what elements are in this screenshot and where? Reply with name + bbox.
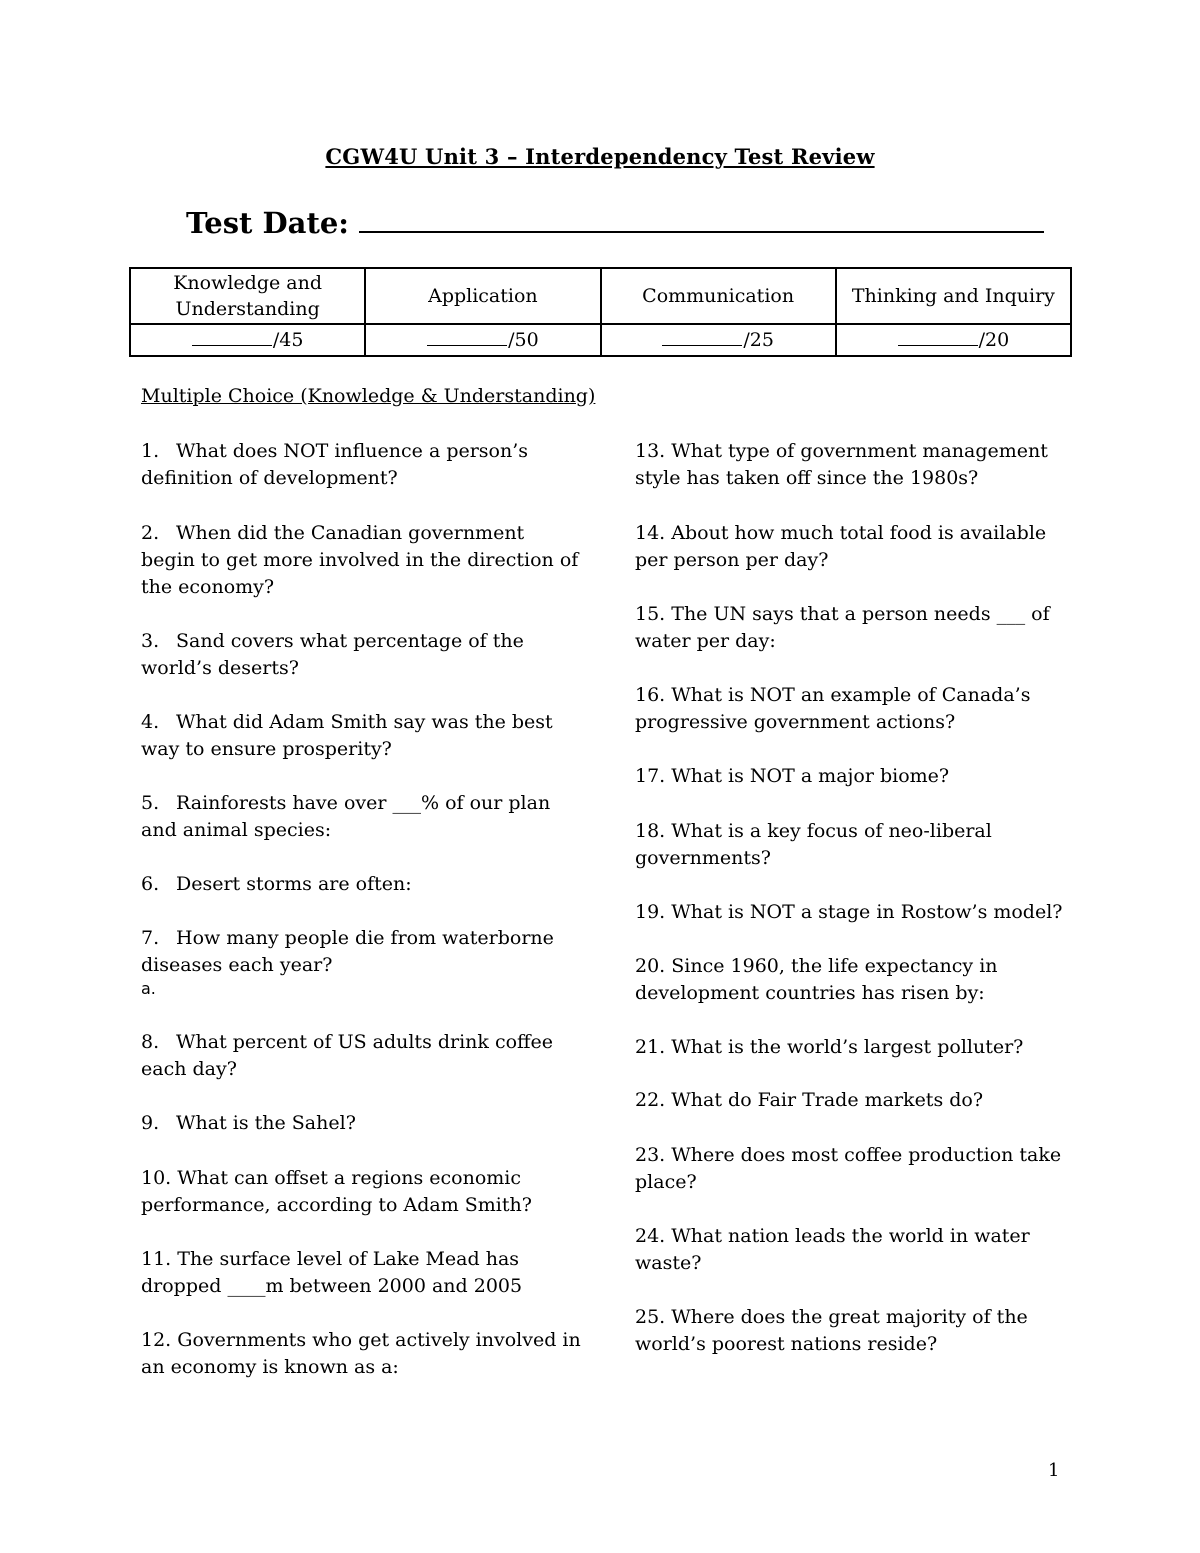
question-24 xyxy=(635,1223,1065,1277)
question-number: 25. xyxy=(635,1306,666,1328)
question-19 xyxy=(635,899,1065,926)
question-8 xyxy=(141,1029,581,1083)
score-total: /45 xyxy=(272,329,304,351)
marks-table xyxy=(129,267,1072,357)
question-text: What is the world’s largest polluter? xyxy=(671,1036,1024,1058)
question-number: 5. xyxy=(141,792,160,814)
question-15 xyxy=(635,601,1065,655)
question-17 xyxy=(635,763,1065,790)
question-16 xyxy=(635,682,1065,736)
questions-right-column xyxy=(635,438,1065,1358)
question-text: What does NOT influence a person’s definition of development? xyxy=(141,440,529,489)
question-number: 21. xyxy=(635,1036,666,1058)
question-22 xyxy=(635,1087,1065,1114)
question-10 xyxy=(141,1165,581,1219)
question-number: 10. xyxy=(141,1167,172,1189)
marks-score-thinking xyxy=(836,324,1071,356)
question-number: 24. xyxy=(635,1225,666,1247)
question-number: 16. xyxy=(635,684,666,706)
question-13 xyxy=(635,438,1065,492)
question-text: What is NOT an example of Canada’s progressive government actions? xyxy=(635,684,1031,733)
question-text: What is a key focus of neo-liberal governments? xyxy=(635,820,992,869)
marks-table-score-row xyxy=(130,324,1071,356)
test-date-line xyxy=(186,203,1044,240)
score-blank xyxy=(662,326,742,346)
question-9 xyxy=(141,1110,581,1137)
section-heading: Multiple Choice (Knowledge & Understanding) xyxy=(141,385,596,407)
marks-score-application xyxy=(365,324,600,356)
question-text: Where does most coffee production take place? xyxy=(635,1144,1062,1193)
marks-score-communication xyxy=(601,324,836,356)
marks-score-knowledge xyxy=(130,324,365,356)
score-total: /20 xyxy=(978,329,1010,351)
question-number: 6. xyxy=(141,873,160,895)
question-text: About how much total food is available per person per day? xyxy=(635,522,1047,571)
marks-table-header-row xyxy=(130,268,1071,324)
score-blank xyxy=(192,326,272,346)
question-text: Desert storms are often: xyxy=(176,873,412,895)
question-number: 19. xyxy=(635,901,666,923)
question-number: 8. xyxy=(141,1031,160,1053)
score-total: /50 xyxy=(508,329,539,351)
score-blank xyxy=(427,326,507,346)
question-20 xyxy=(635,953,1065,1007)
question-number: 14. xyxy=(635,522,666,544)
question-7-option-a: a. xyxy=(141,979,156,998)
question-number: 7. xyxy=(141,927,160,949)
question-text: The surface level of Lake Mead has dropped ____m between 2000 and 2005 xyxy=(141,1248,523,1297)
question-text: Governments who get actively involved in an economy is known as a: xyxy=(141,1329,581,1378)
question-text: When did the Canadian government begin to get more involved in the direction of the economy? xyxy=(141,522,579,598)
question-2 xyxy=(141,520,581,601)
question-text: What nation leads the world in water waste? xyxy=(635,1225,1030,1274)
question-text: What percent of US adults drink coffee each day? xyxy=(141,1031,554,1080)
question-text: What did Adam Smith say was the best way to ensure prosperity? xyxy=(141,711,553,760)
question-text: What is NOT a stage in Rostow’s model? xyxy=(671,901,1063,923)
question-number: 3. xyxy=(141,630,160,652)
question-12 xyxy=(141,1327,581,1381)
question-text: Sand covers what percentage of the world’s deserts? xyxy=(141,630,524,679)
question-text: Rainforests have over ___% of our plan and animal species: xyxy=(141,792,551,841)
question-number: 13. xyxy=(635,440,666,462)
question-text: How many people die from waterborne diseases each year? xyxy=(141,927,554,976)
marks-category-communication: Communication xyxy=(601,268,836,324)
question-number: 9. xyxy=(141,1112,160,1134)
question-number: 23. xyxy=(635,1144,666,1166)
question-number: 15. xyxy=(635,603,666,625)
question-number: 11. xyxy=(141,1248,172,1270)
page-title: CGW4U Unit 3 – Interdependency Test Review xyxy=(325,144,875,169)
question-text: What can offset a regions economic performance, according to Adam Smith? xyxy=(141,1167,532,1216)
question-21 xyxy=(635,1034,1065,1061)
question-number: 12. xyxy=(141,1329,172,1351)
question-text: What is NOT a major biome? xyxy=(671,765,950,787)
question-text: Since 1960, the life expectancy in development countries has risen by: xyxy=(635,955,998,1004)
question-7 xyxy=(141,925,581,979)
question-number: 18. xyxy=(635,820,666,842)
question-number: 4. xyxy=(141,711,160,733)
question-3 xyxy=(141,628,581,682)
question-number: 2. xyxy=(141,522,160,544)
question-number: 22. xyxy=(635,1089,666,1111)
question-5 xyxy=(141,790,581,844)
score-total: /25 xyxy=(743,329,774,351)
test-date-blank xyxy=(359,203,1044,233)
question-text: What do Fair Trade markets do? xyxy=(671,1089,984,1111)
question-text: Where does the great majority of the world’s poorest nations reside? xyxy=(635,1306,1028,1355)
test-date-label: Test Date: xyxy=(186,206,350,240)
page-number: 1 xyxy=(1048,1460,1060,1481)
marks-category-application: Application xyxy=(365,268,600,324)
question-25 xyxy=(635,1304,1065,1358)
score-blank xyxy=(898,326,978,346)
marks-category-knowledge: Knowledge and Understanding xyxy=(130,268,365,324)
question-text: The UN says that a person needs ___ of water per day: xyxy=(635,603,1050,652)
question-11 xyxy=(141,1246,581,1300)
question-1 xyxy=(141,438,581,492)
marks-category-thinking: Thinking and Inquiry xyxy=(836,268,1071,324)
question-number: 1. xyxy=(141,440,160,462)
question-23 xyxy=(635,1142,1065,1196)
question-14 xyxy=(635,520,1065,574)
question-4 xyxy=(141,709,581,763)
questions-left-column xyxy=(141,438,581,1381)
question-text: What is the Sahel? xyxy=(176,1112,356,1134)
question-text: What type of government management style has taken off since the 1980s? xyxy=(635,440,1048,489)
question-6 xyxy=(141,871,581,898)
question-number: 20. xyxy=(635,955,666,977)
question-18 xyxy=(635,818,1065,872)
question-number: 17. xyxy=(635,765,666,787)
